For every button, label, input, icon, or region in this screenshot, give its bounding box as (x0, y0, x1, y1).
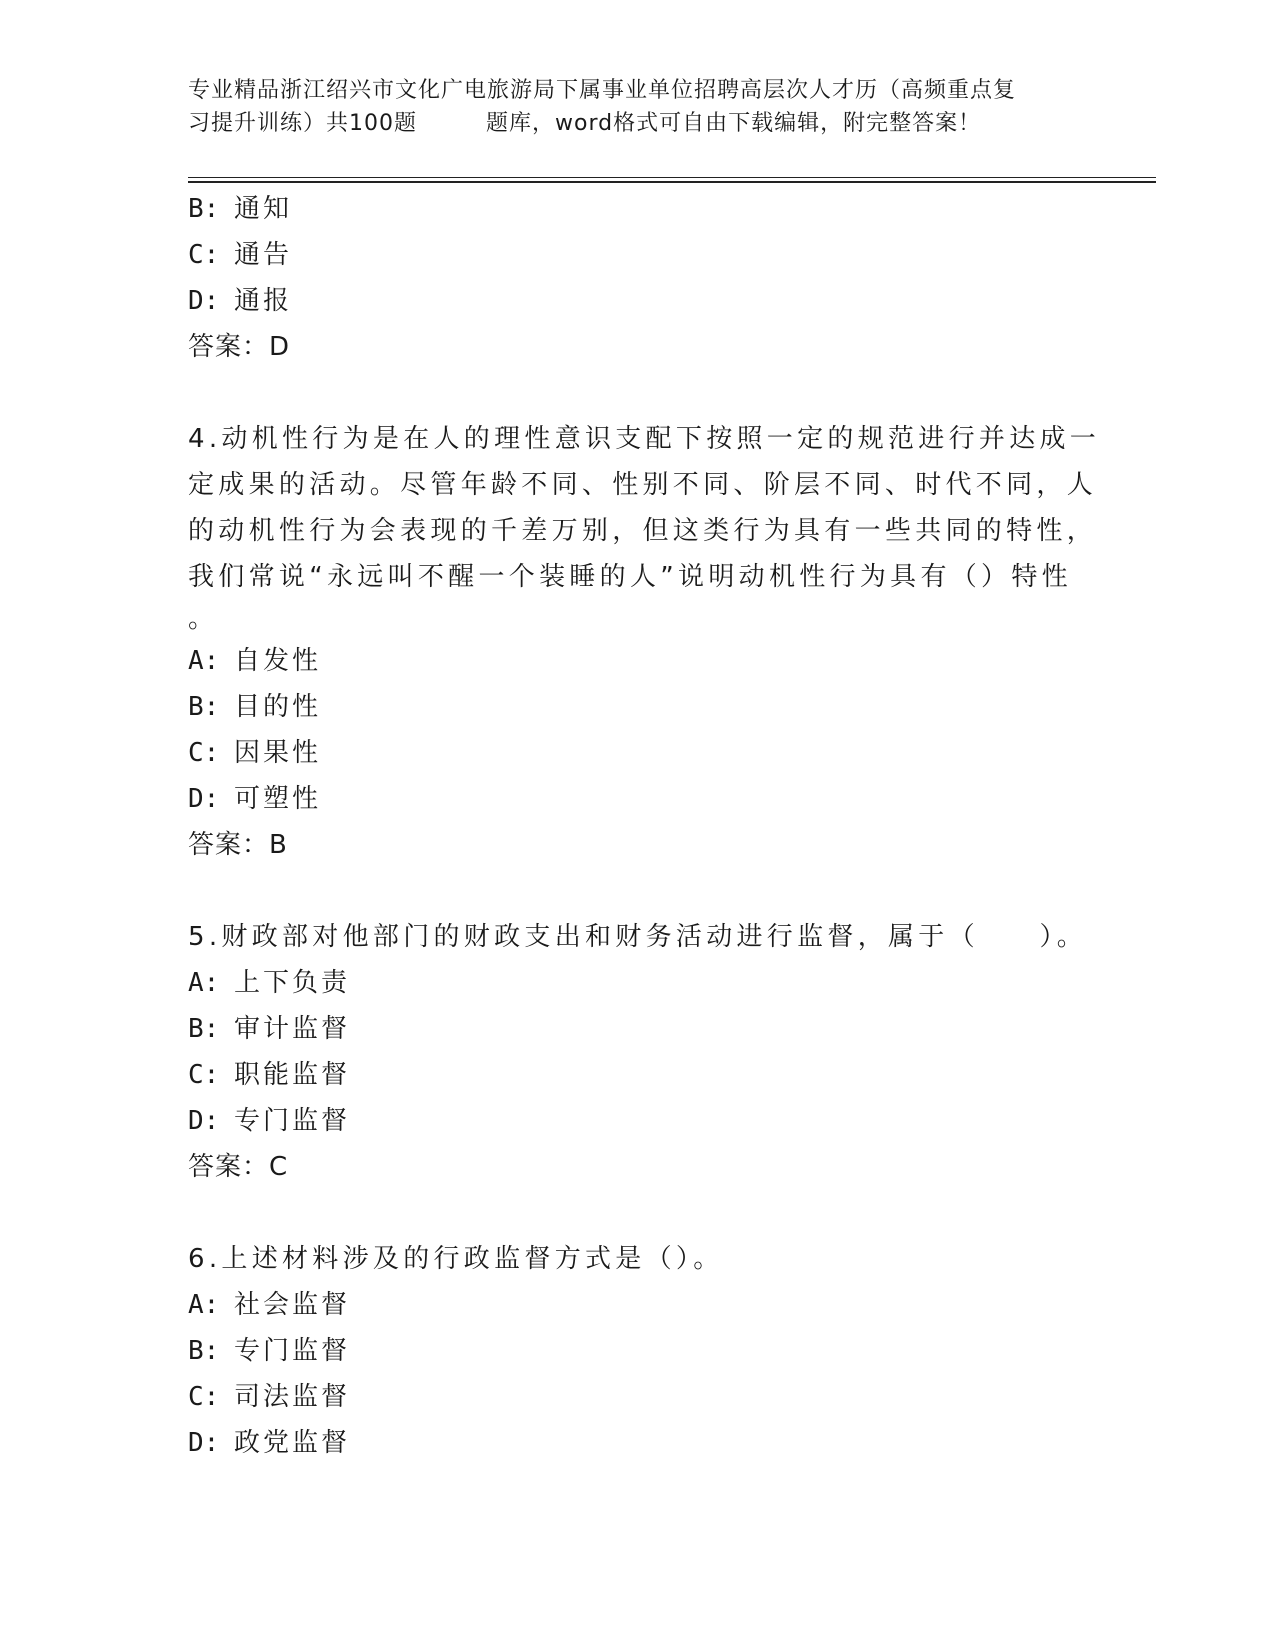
header-title-line-1: 专业精品浙江绍兴市文化广电旅游局下属事业单位招聘高层次人才历（高频重点复 (188, 78, 1017, 103)
option-text: 因果性 (234, 738, 322, 768)
option-a (188, 638, 1068, 684)
document-header (188, 74, 1088, 140)
option-text: 自发性 (234, 646, 322, 676)
option-text: 审计监督 (234, 1014, 351, 1044)
option-b (188, 1328, 1068, 1374)
option-text: 目的性 (234, 692, 322, 722)
option-d (188, 1098, 1068, 1144)
option-text: 通报 (234, 286, 293, 316)
option-key: D: (188, 784, 220, 814)
question-5-answer: 答案：C (188, 1152, 289, 1182)
question-4-stem-line-3: 的动机性行为会表现的千差万别，但这类行为具有一些共同的特性， (188, 516, 1098, 546)
option-b (188, 1006, 1068, 1052)
option-b (188, 684, 1068, 730)
option-c (188, 1052, 1068, 1098)
option-text: 通知 (234, 194, 293, 224)
option-key: C: (188, 1382, 220, 1412)
header-divider-bottom (188, 181, 1156, 183)
question-4 (188, 416, 1101, 868)
option-a (188, 960, 1068, 1006)
option-key: C: (188, 240, 220, 270)
option-key: D: (188, 286, 220, 316)
option-b (188, 186, 1068, 232)
question-6-stem: 6.上述材料涉及的行政监督方式是（）。 (188, 1244, 724, 1274)
option-key: C: (188, 738, 220, 768)
option-text: 上下负责 (234, 968, 351, 998)
question-4-stem-line-4: 我们常说“永远叫不醒一个装睡的人”说明动机性行为具有（）特性 (188, 562, 1072, 592)
header-title-line-2: 习提升训练）共100题 题库，word格式可自由下载编辑，附完整答案！ (188, 111, 982, 136)
question-3-answer: 答案：D (188, 332, 291, 362)
option-key: B: (188, 692, 220, 722)
option-key: C: (188, 1060, 220, 1090)
document-body (188, 186, 1101, 1466)
option-text: 可塑性 (234, 784, 322, 814)
option-text: 专门监督 (234, 1106, 351, 1136)
option-c (188, 730, 1068, 776)
question-6 (188, 1236, 1068, 1466)
option-text: 职能监督 (234, 1060, 351, 1090)
option-key: A: (188, 1290, 220, 1320)
option-text: 政党监督 (234, 1428, 351, 1458)
question-5 (188, 914, 1088, 1190)
option-key: D: (188, 1106, 220, 1136)
option-key: B: (188, 194, 220, 224)
question-4-stem-line-5: 。 (188, 604, 218, 634)
header-divider-top (188, 177, 1156, 178)
option-key: A: (188, 646, 220, 676)
option-d (188, 776, 1068, 822)
option-a (188, 1282, 1068, 1328)
option-text: 通告 (234, 240, 293, 270)
option-d (188, 278, 1068, 324)
option-key: B: (188, 1014, 220, 1044)
option-key: B: (188, 1336, 220, 1366)
option-d (188, 1420, 1068, 1466)
question-5-stem: 5.财政部对他部门的财政支出和财务活动进行监督，属于（ ）。 (188, 922, 1088, 952)
option-c (188, 1374, 1068, 1420)
question-4-answer: 答案：B (188, 830, 288, 860)
option-text: 专门监督 (234, 1336, 351, 1366)
option-key: A: (188, 968, 220, 998)
option-key: D: (188, 1428, 220, 1458)
question-4-stem-line-2: 定成果的活动。尽管年龄不同、性别不同、阶层不同、时代不同，人 (188, 470, 1098, 500)
question-4-stem-line-1: 4.动机性行为是在人的理性意识支配下按照一定的规范进行并达成一 (188, 424, 1101, 454)
option-text: 司法监督 (234, 1382, 351, 1412)
option-c (188, 232, 1068, 278)
option-text: 社会监督 (234, 1290, 351, 1320)
question-3-options (188, 186, 1068, 370)
